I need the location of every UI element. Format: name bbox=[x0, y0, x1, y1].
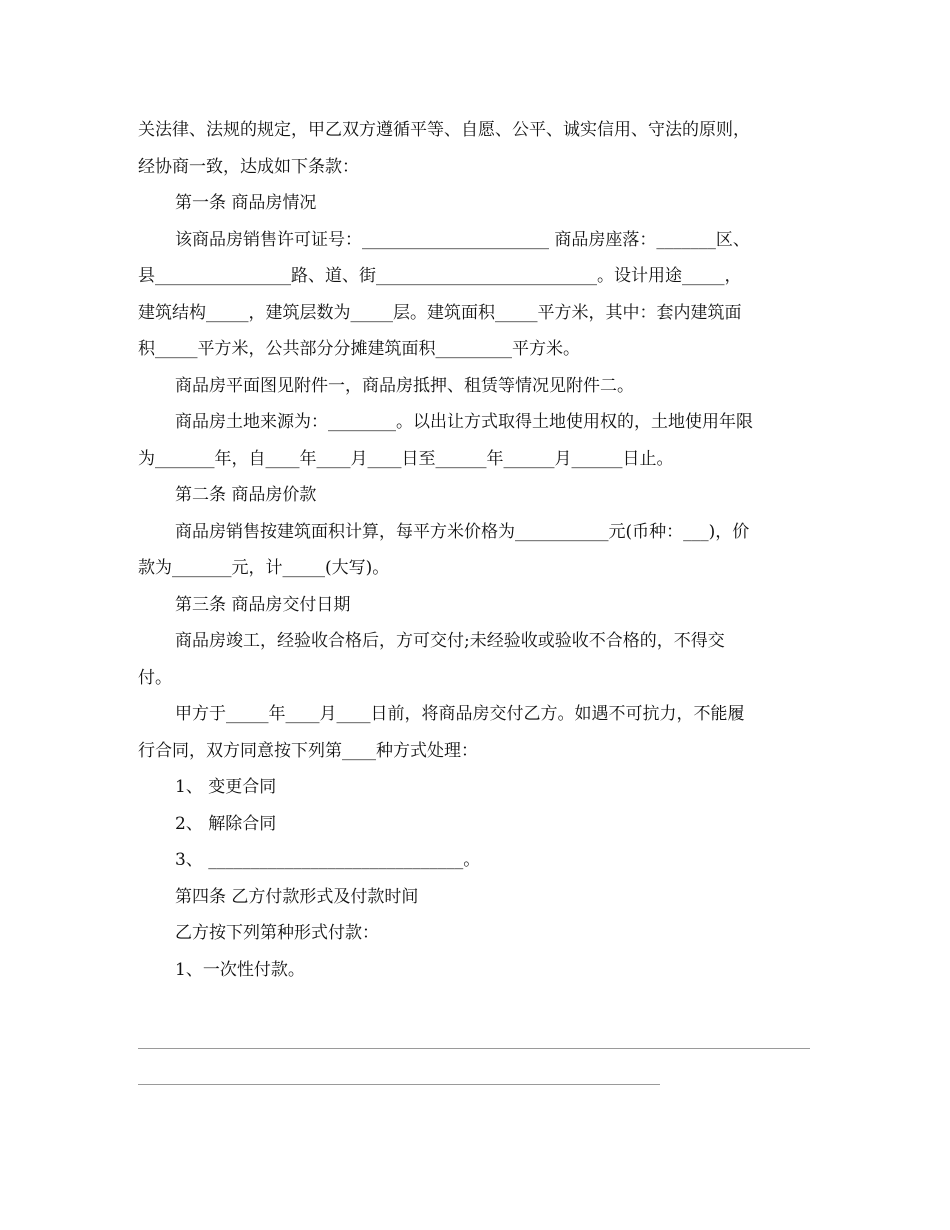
text-line: 商品房平面图见附件一，商品房抵押、租赁等情况见附件二。 bbox=[175, 376, 634, 396]
text-line: 建筑结构_____，建筑层数为_____层。建筑面积_____平方米，其中：套内建筑面 bbox=[138, 303, 742, 323]
section-heading-3: 第三条 商品房交付日期 bbox=[175, 595, 351, 615]
list-item: 1、一次性付款。 bbox=[175, 960, 305, 980]
text-line: 行合同，双方同意按下列第____种方式处理： bbox=[138, 741, 478, 761]
list-item: 2、 解除合同 bbox=[175, 814, 277, 834]
text-line: 经协商一致，达成如下条款： bbox=[138, 157, 359, 177]
text-line: 乙方按下列第种形式付款： bbox=[175, 923, 379, 943]
text-line: 付。 bbox=[138, 668, 172, 688]
text-line: 关法律、法规的规定，甲乙双方遵循平等、自愿、公平、诚实信用、守法的原则， bbox=[138, 120, 750, 140]
footer-rule-line bbox=[138, 1084, 660, 1085]
list-item: 1、 变更合同 bbox=[175, 777, 277, 797]
text-line: 商品房销售按建筑面积计算，每平方米价格为___________元(币种：___)，价 bbox=[175, 522, 750, 542]
text-line: 甲方于_____年____月____日前，将商品房交付乙方。如遇不可抗力，不能履 bbox=[175, 704, 745, 724]
section-heading-1: 第一条 商品房情况 bbox=[175, 193, 317, 213]
footer-rule-line bbox=[138, 1048, 810, 1049]
text-line: 款为_______元，计_____(大写)。 bbox=[138, 558, 390, 578]
text-line: 该商品房销售许可证号：______________________ 商品房座落：_______区、 bbox=[175, 230, 750, 250]
text-line: 商品房土地来源为：________。以出让方式取得土地使用权的，土地使用年限 bbox=[175, 412, 753, 432]
section-heading-4: 第四条 乙方付款形式及付款时间 bbox=[175, 887, 419, 907]
text-line: 商品房竣工，经验收合格后，方可交付;未经验收或验收不合格的，不得交 bbox=[175, 631, 725, 651]
text-line: 为_______年，自____年____月____日至______年______月______日止。 bbox=[138, 449, 674, 469]
text-line: 县________________路、道、街__________________________。设计用途_____， bbox=[138, 266, 742, 286]
list-item: 3、 ______________________________。 bbox=[175, 850, 481, 870]
section-heading-2: 第二条 商品房价款 bbox=[175, 485, 317, 505]
text-line: 积_____平方米，公共部分分摊建筑面积_________平方米。 bbox=[138, 339, 580, 359]
